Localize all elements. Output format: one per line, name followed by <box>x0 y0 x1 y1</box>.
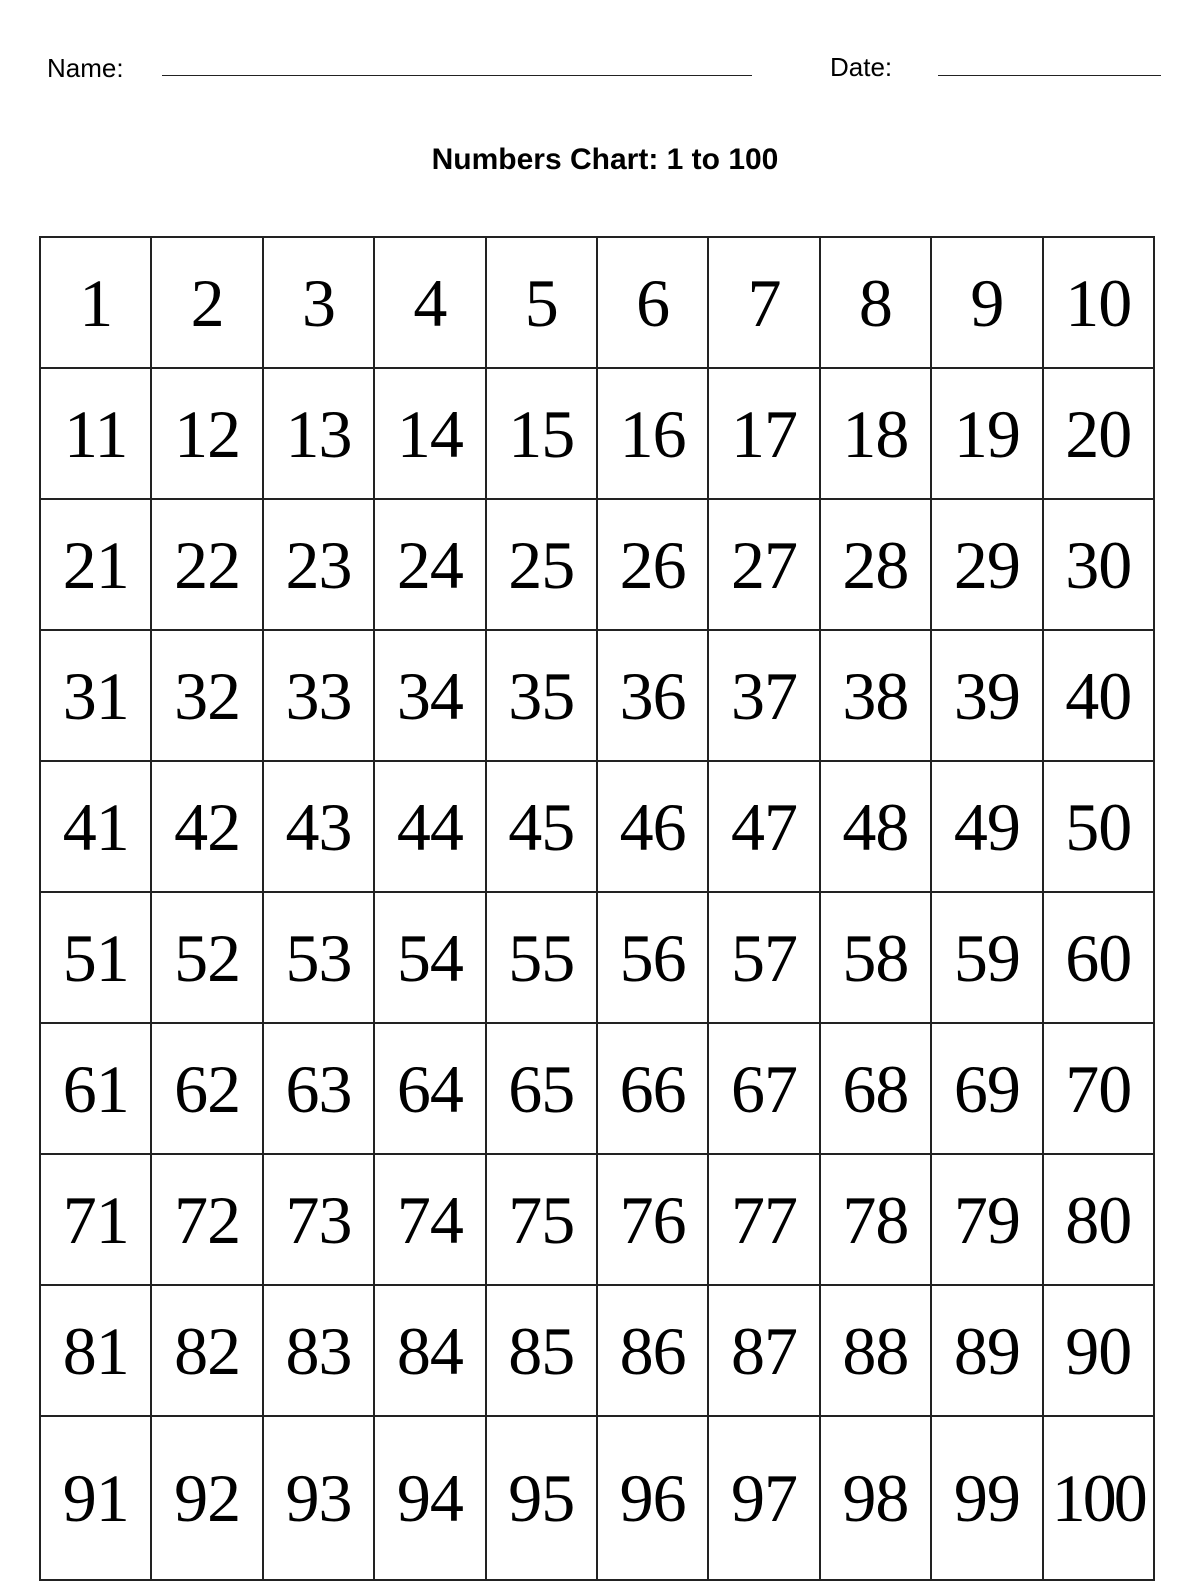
number-cell: 46 <box>597 761 708 892</box>
number-cell: 17 <box>708 368 819 499</box>
number-cell: 1 <box>40 237 151 368</box>
grid-row <box>40 892 1154 1023</box>
number-cell: 22 <box>151 499 262 630</box>
number-cell: 60 <box>1043 892 1154 1023</box>
number-cell: 29 <box>931 499 1042 630</box>
number-cell: 87 <box>708 1285 819 1416</box>
number-cell: 77 <box>708 1154 819 1285</box>
numbers-grid <box>39 236 1155 1581</box>
number-cell: 93 <box>263 1416 374 1580</box>
number-cell: 24 <box>374 499 485 630</box>
number-cell: 84 <box>374 1285 485 1416</box>
grid-row <box>40 1023 1154 1154</box>
number-cell: 57 <box>708 892 819 1023</box>
page-title: Numbers Chart: 1 to 100 <box>431 143 779 176</box>
grid-row <box>40 1154 1154 1285</box>
number-cell: 28 <box>820 499 931 630</box>
number-cell: 97 <box>708 1416 819 1580</box>
number-cell: 10 <box>1043 237 1154 368</box>
number-cell: 37 <box>708 630 819 761</box>
number-cell: 54 <box>374 892 485 1023</box>
number-cell: 34 <box>374 630 485 761</box>
number-cell: 53 <box>263 892 374 1023</box>
number-cell: 90 <box>1043 1285 1154 1416</box>
number-cell: 13 <box>263 368 374 499</box>
number-cell: 64 <box>374 1023 485 1154</box>
number-cell: 45 <box>486 761 597 892</box>
number-cell: 27 <box>708 499 819 630</box>
number-cell: 4 <box>374 237 485 368</box>
number-cell: 69 <box>931 1023 1042 1154</box>
number-cell: 71 <box>40 1154 151 1285</box>
number-cell: 16 <box>597 368 708 499</box>
number-cell: 19 <box>931 368 1042 499</box>
number-cell: 8 <box>820 237 931 368</box>
number-cell: 59 <box>931 892 1042 1023</box>
number-cell: 86 <box>597 1285 708 1416</box>
number-cell: 25 <box>486 499 597 630</box>
number-cell: 85 <box>486 1285 597 1416</box>
number-cell: 23 <box>263 499 374 630</box>
number-cell: 43 <box>263 761 374 892</box>
number-cell: 83 <box>263 1285 374 1416</box>
number-cell: 36 <box>597 630 708 761</box>
number-cell: 95 <box>486 1416 597 1580</box>
number-cell: 48 <box>820 761 931 892</box>
number-cell: 7 <box>708 237 819 368</box>
number-cell: 47 <box>708 761 819 892</box>
number-cell: 15 <box>486 368 597 499</box>
number-cell: 12 <box>151 368 262 499</box>
number-cell: 31 <box>40 630 151 761</box>
number-cell: 62 <box>151 1023 262 1154</box>
number-cell: 65 <box>486 1023 597 1154</box>
number-cell: 35 <box>486 630 597 761</box>
number-cell: 2 <box>151 237 262 368</box>
number-cell: 63 <box>263 1023 374 1154</box>
number-cell: 67 <box>708 1023 819 1154</box>
grid-row <box>40 1416 1154 1580</box>
number-cell: 58 <box>820 892 931 1023</box>
number-cell: 38 <box>820 630 931 761</box>
number-cell: 44 <box>374 761 485 892</box>
number-cell: 78 <box>820 1154 931 1285</box>
grid-row <box>40 499 1154 630</box>
number-cell: 33 <box>263 630 374 761</box>
number-cell: 52 <box>151 892 262 1023</box>
number-cell: 41 <box>40 761 151 892</box>
number-cell: 98 <box>820 1416 931 1580</box>
number-cell: 11 <box>40 368 151 499</box>
number-cell: 30 <box>1043 499 1154 630</box>
number-cell: 81 <box>40 1285 151 1416</box>
date-field-line[interactable] <box>938 75 1161 76</box>
number-cell: 100 <box>1043 1416 1154 1580</box>
name-label: Name: <box>47 53 124 83</box>
name-field-line[interactable] <box>162 75 752 76</box>
number-cell: 56 <box>597 892 708 1023</box>
grid-row <box>40 761 1154 892</box>
date-label: Date: <box>830 52 893 82</box>
number-cell: 96 <box>597 1416 708 1580</box>
number-cell: 94 <box>374 1416 485 1580</box>
number-cell: 9 <box>931 237 1042 368</box>
number-cell: 50 <box>1043 761 1154 892</box>
number-cell: 14 <box>374 368 485 499</box>
number-cell: 20 <box>1043 368 1154 499</box>
number-cell: 26 <box>597 499 708 630</box>
number-cell: 6 <box>597 237 708 368</box>
number-cell: 73 <box>263 1154 374 1285</box>
number-cell: 68 <box>820 1023 931 1154</box>
number-cell: 32 <box>151 630 262 761</box>
number-cell: 91 <box>40 1416 151 1580</box>
number-cell: 88 <box>820 1285 931 1416</box>
number-cell: 99 <box>931 1416 1042 1580</box>
grid-row <box>40 368 1154 499</box>
number-cell: 79 <box>931 1154 1042 1285</box>
number-cell: 40 <box>1043 630 1154 761</box>
number-cell: 74 <box>374 1154 485 1285</box>
number-cell: 39 <box>931 630 1042 761</box>
grid-row <box>40 1285 1154 1416</box>
number-cell: 3 <box>263 237 374 368</box>
number-cell: 5 <box>486 237 597 368</box>
number-cell: 89 <box>931 1285 1042 1416</box>
number-cell: 80 <box>1043 1154 1154 1285</box>
number-cell: 82 <box>151 1285 262 1416</box>
number-cell: 66 <box>597 1023 708 1154</box>
number-cell: 42 <box>151 761 262 892</box>
grid-row <box>40 630 1154 761</box>
number-cell: 18 <box>820 368 931 499</box>
number-cell: 92 <box>151 1416 262 1580</box>
number-cell: 49 <box>931 761 1042 892</box>
grid-row <box>40 237 1154 368</box>
number-cell: 55 <box>486 892 597 1023</box>
number-cell: 21 <box>40 499 151 630</box>
number-cell: 51 <box>40 892 151 1023</box>
number-cell: 72 <box>151 1154 262 1285</box>
number-cell: 61 <box>40 1023 151 1154</box>
number-cell: 75 <box>486 1154 597 1285</box>
number-cell: 70 <box>1043 1023 1154 1154</box>
number-cell: 76 <box>597 1154 708 1285</box>
